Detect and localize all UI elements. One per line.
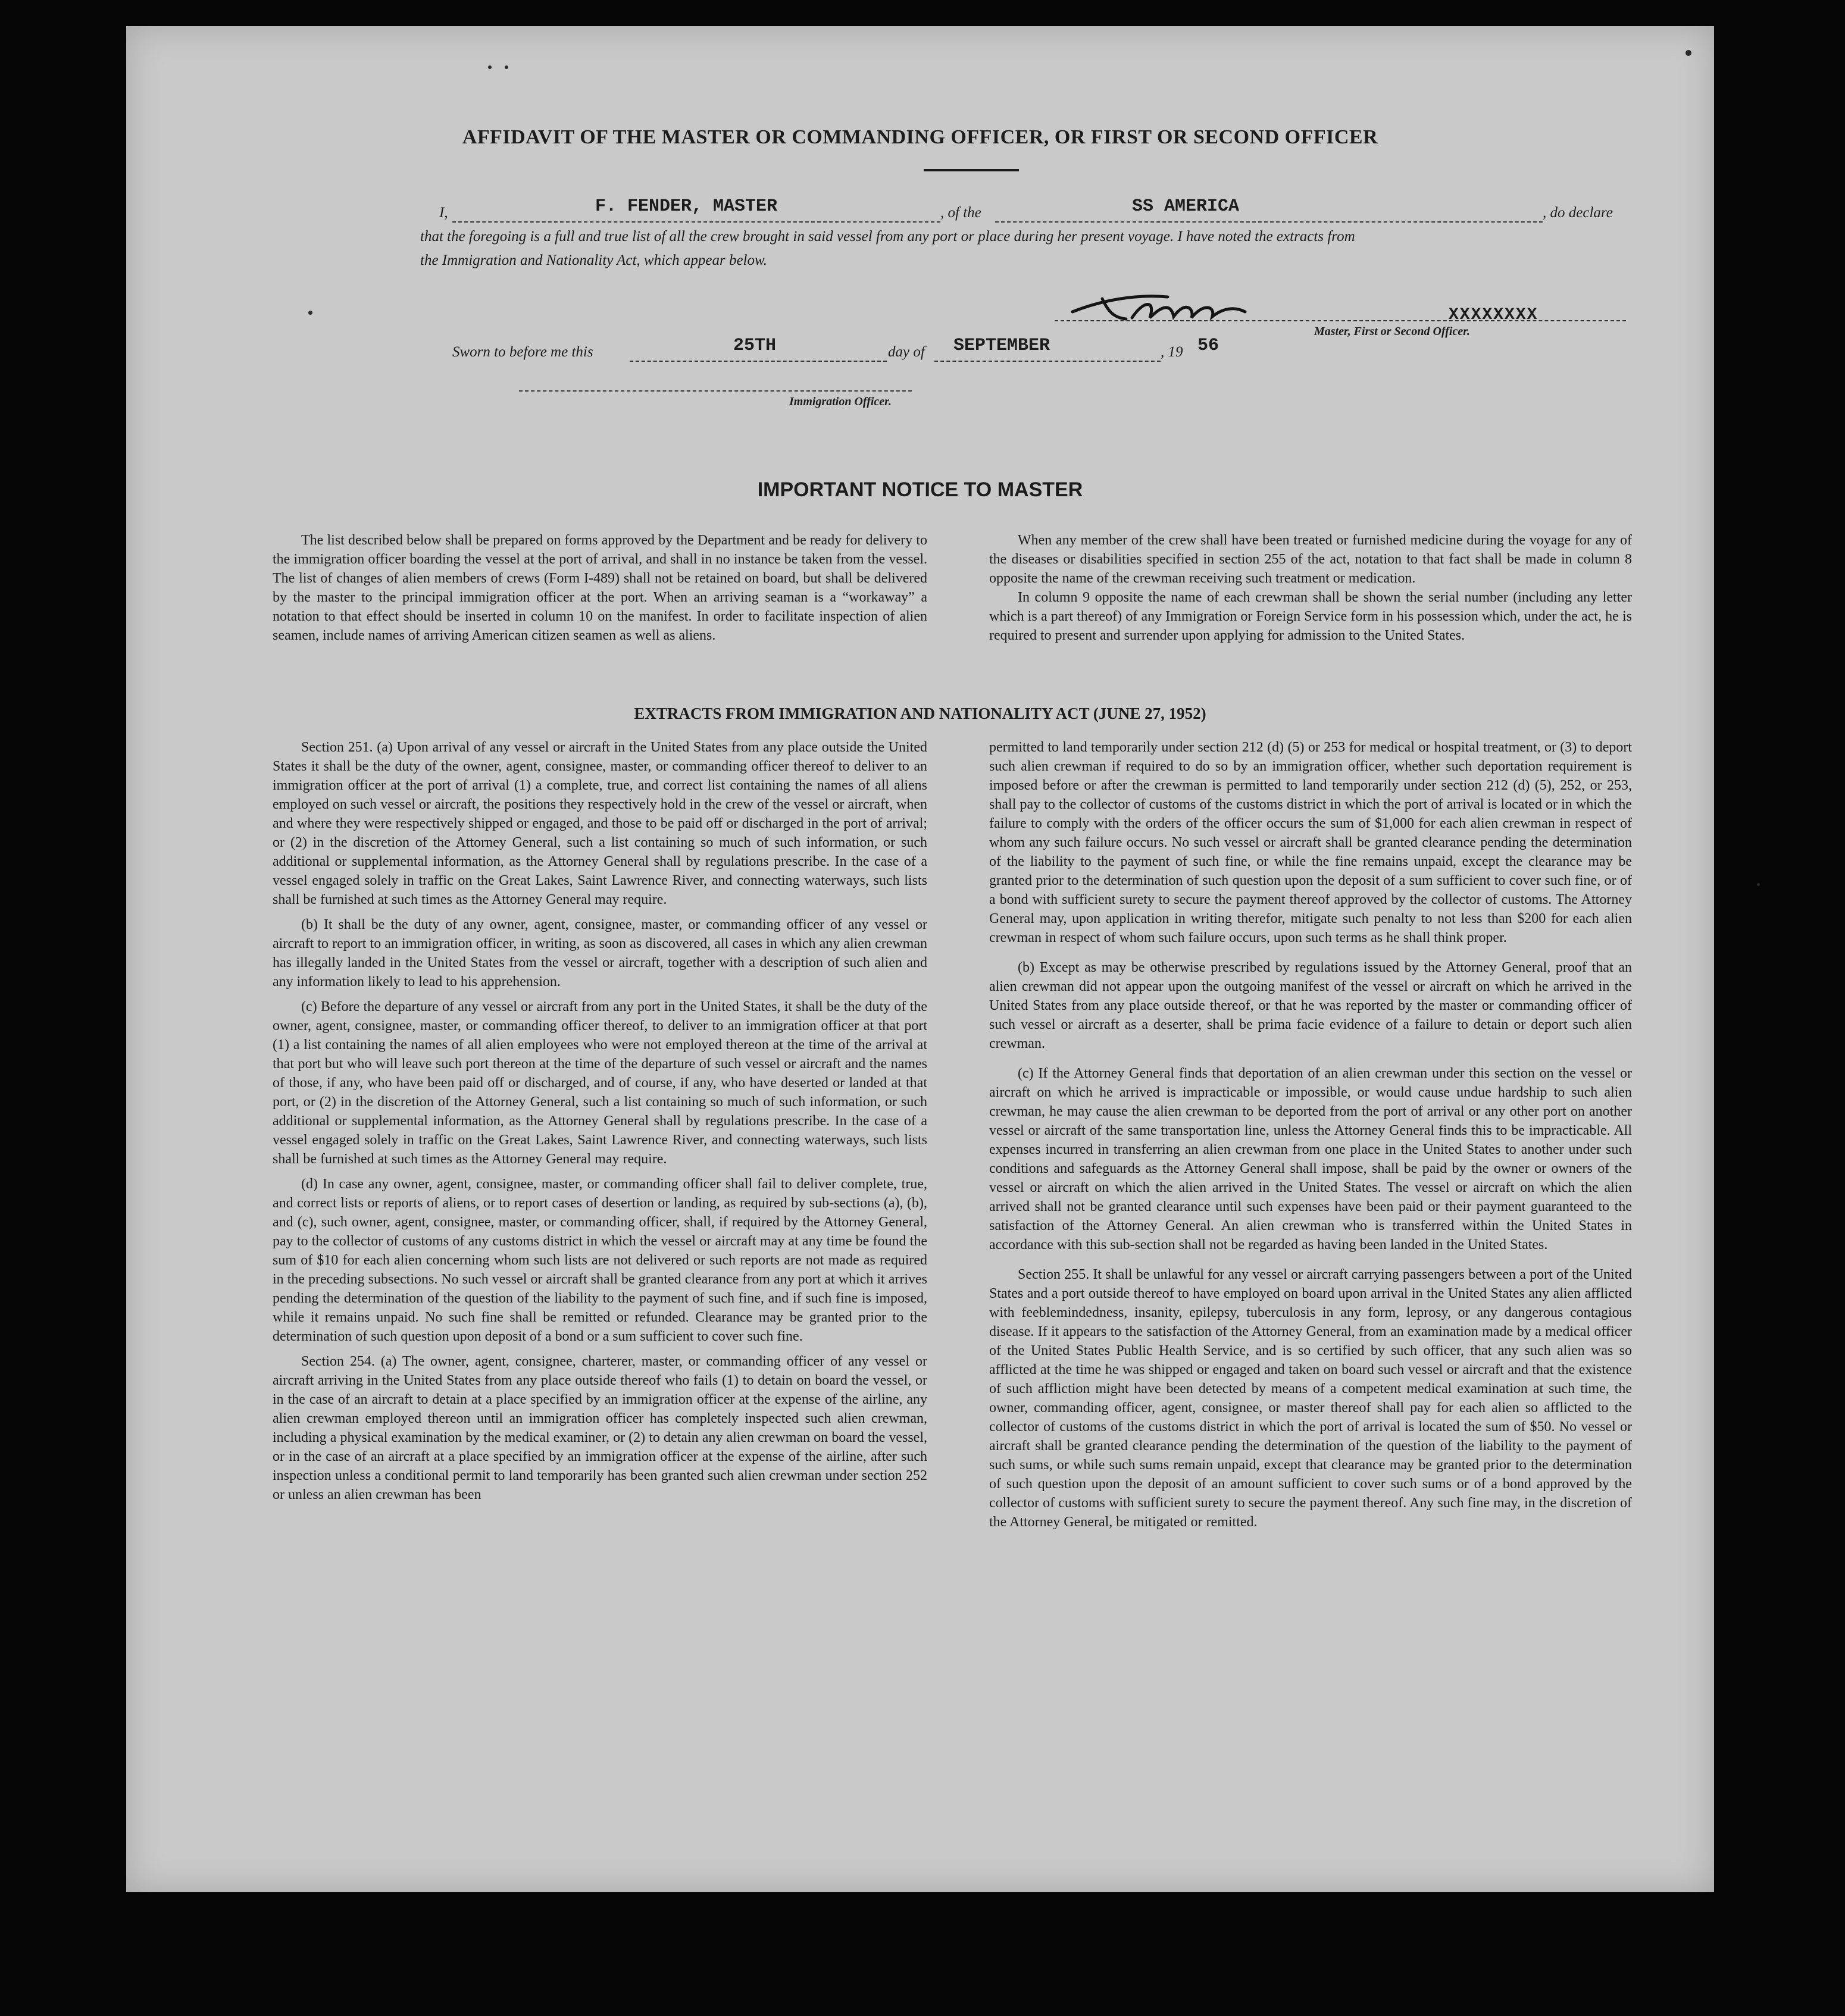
i-prefix: I, [439,205,448,221]
day-of-label: day of [888,344,925,360]
notice-title: IMPORTANT NOTICE TO MASTER [757,478,1083,501]
struck-mark: XXXXXXXX [1449,306,1538,324]
master-signature [1067,276,1281,330]
extracts-right-column [989,738,1632,1532]
extract-section-254a: Section 254. (a) The owner, agent, consignee, charterer, master, or commanding officer of any vessel or aircraft arriving in the United States from any place outside thereof who fails (1) to detain on board the vessel, or in the case of an aircraft to detain at a place specified by an immigration officer at the expense of the airline, any alien crewman employed thereon until an immigration officer has completely inspected such alien crewman, including a physical examination by the medical examiner, or (2) to detain any alien crewman on board the vessel, or in the case of an aircraft at a place specified by an immigration officer at the expense of the airline, after such inspection unless a conditional permit to land temporarily has been granted such alien crewman under section 252 or unless an alien crewman has been [273,1354,927,1502]
sworn-prefix: Sworn to before me this [452,344,593,360]
signature-underline [1055,320,1626,321]
scan-speck [308,311,312,315]
extract-section-251a: Section 251. (a) Upon arrival of any vessel or aircraft in the United States from any place outside the United States it shall be the duty of the owner, agent, consignee, master, or commanding officer thereof to deliver to an immigration officer at the port of arrival (1) a complete, true, and correct list containing the names of all aliens employed on such vessel or aircraft, the positions they respectively hold in the crew of the vessel or aircraft, when and where they were respectively shipped or engaged, and those to be paid off or discharged in the port of arrival; or (2) in the discretion of the Attorney General, such a list containing so much of such information, or such additional or supplemental information, as the Attorney General shall by regulations prescribe. In the case of a vessel engaged solely in traffic on the Great Lakes, Saint Lawrence River, and connecting waterways, such lists shall be furnished at such times as the Attorney General may require. [273,740,927,907]
title-rule [924,169,1019,171]
sworn-year: 56 [1197,336,1219,356]
year-prefix: , 19 [1161,344,1183,360]
extract-section-254c: (c) If the Attorney General finds that deportation of an alien crewman under this section on the vessel or aircraft on which he arrived is impracticable or impossible, or would cause undue hardship to such alien crewman, he may cause the alien crewman to be deported from the port of arrival or any other port on another vessel or aircraft of the same transportation line, unless the Attorney General finds this to be impracticable. All expenses incurred in transferring an alien crewman from one place in the United States to another under such conditions and safeguards as the Attorney General shall impose, shall be paid by the owner or owners of the vessel or aircraft on which the alien arrived in the United States. The vessel or aircraft on which the alien arrived shall not be granted clearance until such expenses have been paid or their payment guaranteed to the satisfaction of the Attorney General. An alien crewman who is transferred within the United States in accordance with this sub-section shall not be regarded as having been landed in the United States. [989,1066,1632,1253]
do-declare-label: , do declare [1543,205,1613,221]
scan-speck [1757,883,1760,886]
vessel-underline [995,221,1543,223]
document-page [126,26,1714,1892]
extract-section-255: Section 255. It shall be unlawful for any vessel or aircraft carrying passengers between a port of the United States and a port outside thereof to have employed on board upon arrival in the United States any alien afflicted with feeblemindedness, insanity, epilepsy, tuberculosis in any form, leprosy, or any dangerous contagious disease. If it appears to the satisfaction of the Attorney General, from an examination made by a medical officer of the United States Public Health Service, and is so certified by such officer, that any such alien was so afflicted at the time he was shipped or engaged and taken on board such vessel or aircraft and that the existence of such affliction might have been detected by means of a competent medical examination at such time, the owner, commanding officer, agent, consignee, or master thereof shall pay for each alien so afflicted to the collector of customs of the customs district in which the port of arrival is located the sum of $50. No vessel or aircraft shall be granted clearance pending the determination of the question of the liability to the payment of such sums, or while such sums remain unpaid, except that clearance may be granted prior to the determination of such question upon the deposit of an amount sufficient to cover such sums or of a bond approved by the collector of customs with sufficient surety to secure the payment thereof. Any such fine may, in the discretion of the Attorney General, be mitigated or remitted. [989,1267,1632,1530]
of-the-label: , of the [940,205,981,221]
affidavit-title: AFFIDAVIT OF THE MASTER OR COMMANDING OFFICER, OR FIRST OR SECOND OFFICER [462,126,1378,148]
officer-underline [519,390,912,392]
notice-right-paragraph-2: In column 9 opposite the name of each crewman shall be shown the serial number (including any letter which is a part thereof) of any Immigration or Foreign Service form in his possession which, under the act, he is required to present and surrender upon applying for admission to the United States. [989,590,1632,643]
notice-left-paragraph: The list described below shall be prepared on forms approved by the Department and be ready for delivery to the immigration officer boarding the vessel at the port of arrival, and shall in no instance be taken from the vessel. The list of changes of alien members of crews (Form I-489) shall not be retained on board, but shall be delivered by the master to the principal immigration officer at the port. When an arriving seaman is a “workaway” a notation to that effect should be inserted in column 10 on the manifest. In order to facilitate inspection of alien seamen, include names of arriving American citizen seamen as well as aliens. [273,533,927,643]
vessel-name: SS AMERICA [1132,196,1240,217]
notice-left-column [273,531,927,645]
immigration-officer-label: Immigration Officer. [789,395,892,408]
declaration-line-1: that the foregoing is a full and true list of all the crew brought in said vessel from any port or place during her present voyage. I have noted the extracts from [420,228,1355,245]
extract-section-251b: (b) It shall be the duty of any owner, agent, consignee, master, or commanding officer of any vessel or aircraft to report to an immigration officer, in writing, as soon as discovered, all cases in which any alien crewman has illegally landed in the United States from the vessel or aircraft, together with a description of such alien and any information likely to lead to his apprehension. [273,917,927,990]
name-underline [452,221,940,223]
scan-speck [488,65,492,69]
extract-section-254a-cont: permitted to land temporarily under section 212 (d) (5) or 253 for medical or hospital treatment, or (3) to deport such alien crewman if required to do so by an immigration officer, whether such deportation requirement is imposed before or after the crewman is permitted to land temporarily under section 212 (d) (5), 252, or 253, shall pay to the collector of customs of the customs district in which the port of arrival is located or in which the failure to comply with the orders of the officer occurs the sum of $1,000 for each alien crewman in respect of whom any such failure occurs. No such vessel or aircraft shall be granted clearance pending the determination of the liability to the payment of such fine, or while the fine remains unpaid, except the clearance may be granted prior to the determination of such question upon the deposit of a sum sufficient to cover such fine, or of a bond with sufficient surety to secure the payment thereof approved by the collector of customs. The Attorney General may, upon application in writing therefor, mitigate such penalty to not less than $200 for each alien crewman in respect of whom such failure occurs, upon such terms as he shall think proper. [989,740,1632,946]
sworn-day: 25TH [733,336,777,356]
notice-right-column [989,531,1632,645]
extract-section-254b: (b) Except as may be otherwise prescribed by regulations issued by the Attorney General, proof that an alien crewman did not appear upon the outgoing manifest of the vessel or aircraft on which he arrived in the United States from any place outside thereof, or that he was reported by the master or commanding officer of such vessel or aircraft as a deserter, shall be prima facie evidence of a failure to detain or deport such alien crewman. [989,960,1632,1051]
extract-section-251c: (c) Before the departure of any vessel or aircraft from any port in the United States, it shall be the duty of the owner, agent, consignee, master, or commanding officer thereof, to deliver to an immigration officer at that port (1) a list containing the names of all alien employees who were not employed thereon at the time of the arrival at that port but who will leave such port thereon at the time of the departure of such vessel or aircraft and the names of those, if any, who have been paid off or discharged, and of course, if any, who have deserted or landed at that port, or (2) in the discretion of the Attorney General, such a list containing so much of such information, or such additional or supplemental information, as the Attorney General shall by regulations prescribe. In the case of a vessel engaged solely in traffic on the Great Lakes, Saint Lawrence River, and connecting waterways, such lists shall be furnished at such times as the Attorney General may require. [273,999,927,1167]
extracts-left-column [273,738,927,1504]
notice-right-paragraph-1: When any member of the crew shall have been treated or furnished medicine during the voyage for any of the diseases or disabilities specified in section 255 of the act, notation to that fact shall be made in column 8 opposite the name of the crewman receiving such treatment or medication. [989,533,1632,586]
scan-speck [1685,50,1691,56]
extract-section-251d: (d) In case any owner, agent, consignee, master, or commanding officer shall fail to deliver complete, true, and correct lists or reports of aliens, or to report cases of desertion or landing, as required by sub-sections (a), (b), and (c), such owner, agent, consignee, master, or commanding officer, shall, if required by the Attorney General, pay to the collector of customs of any customs district in which the vessel or aircraft may at any time be found the sum of $10 for each alien concerning whom such lists are not delivered or such reports are not made as required in the preceding subsections. No such vessel or aircraft shall be granted clearance from any port at which it arrives pending the determination of the question of the liability to the payment of such fine, and if such fine is imposed, while it remains unpaid. No such fine shall be remitted or refunded. Clearance may be granted prior to the determination of such question upon deposit of a bond or a sum sufficient to cover such fine. [273,1176,927,1344]
month-underline [934,361,1161,362]
day-underline [630,361,887,362]
master-name: F. FENDER, MASTER [595,196,778,217]
signature-caption: Master, First or Second Officer. [1314,325,1470,338]
sworn-month: SEPTEMBER [953,336,1050,356]
scan-speck [505,65,508,69]
declaration-line-2: the Immigration and Nationality Act, which appear below. [420,252,768,268]
extracts-title: EXTRACTS FROM IMMIGRATION AND NATIONALITY ACT (JUNE 27, 1952) [634,705,1206,722]
